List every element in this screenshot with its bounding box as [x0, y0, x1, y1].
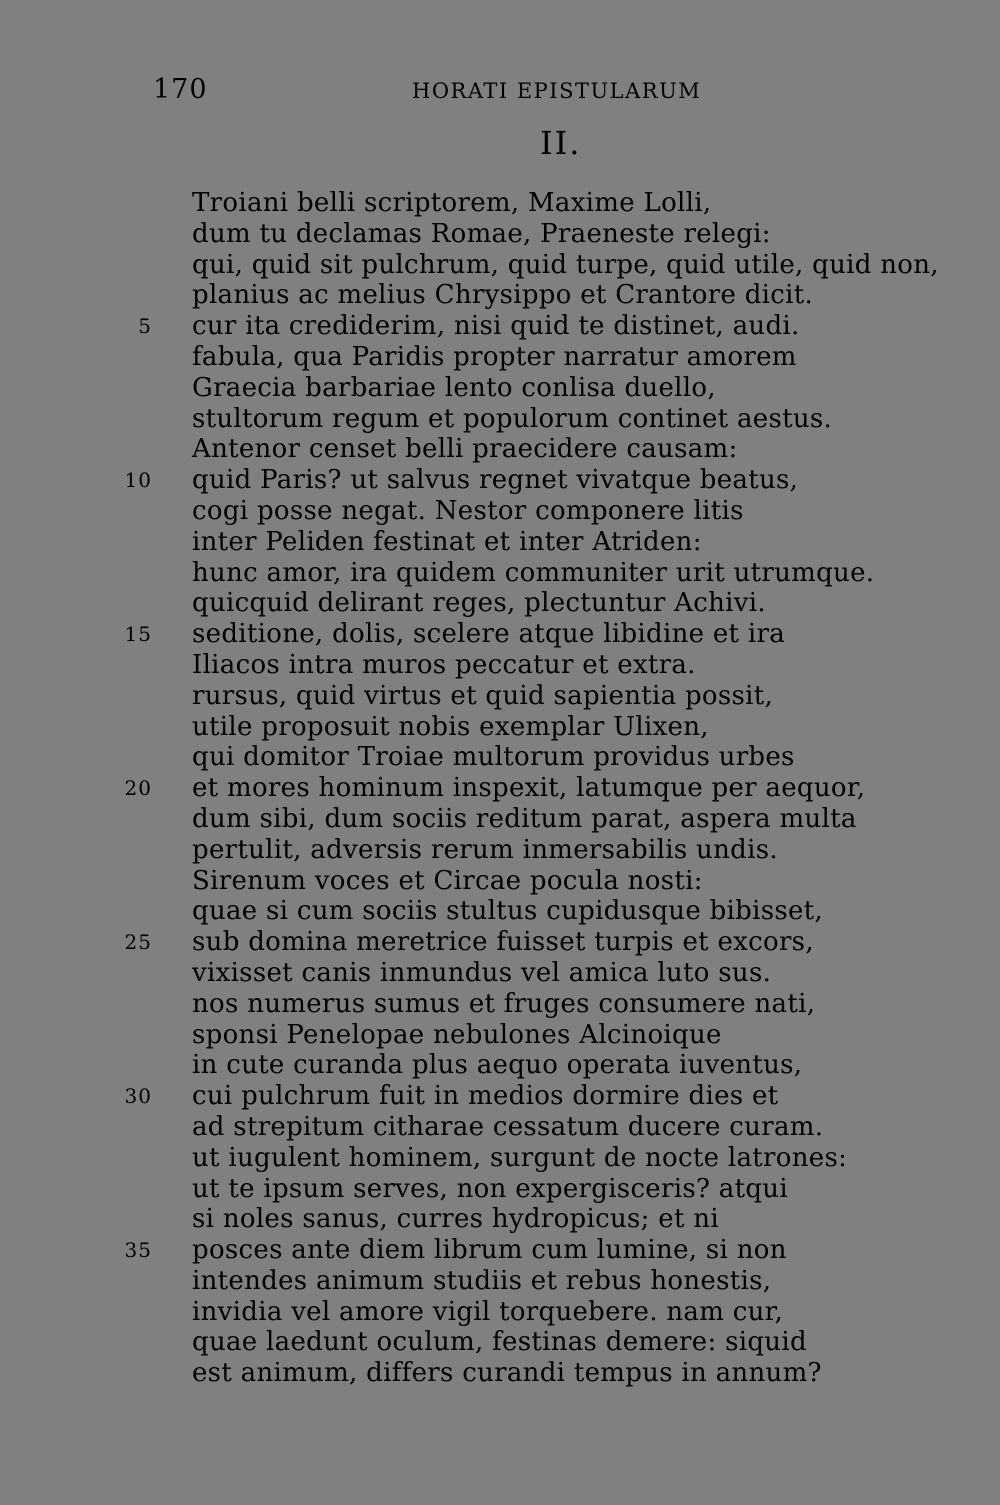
verse-text: pertulit, adversis rerum inmersabilis undis. [192, 834, 778, 865]
verse-line [0, 712, 1000, 743]
verse-text: Antenor censet belli praecidere causam: [192, 434, 738, 465]
verse-text: Graecia barbariae lento conlisa duello, [192, 372, 716, 403]
verse-line [0, 1358, 1000, 1389]
verse-line [0, 311, 1000, 342]
verse-line [0, 1050, 1000, 1081]
verse-line [0, 250, 1000, 281]
verse-text: si noles sanus, curres hydropicus; et ni [192, 1204, 719, 1235]
verse-text: quae laedunt oculum, festinas demere: siquid [192, 1327, 807, 1358]
verse-text: et mores hominum inspexit, latumque per aequor, [192, 773, 866, 804]
line-number: 20 [124, 776, 152, 801]
verse-text: Sirenum voces et Circae pocula nosti: [192, 865, 703, 896]
line-number: 30 [124, 1084, 152, 1109]
verse-text: vixisset canis inmundus vel amica luto sus. [192, 957, 772, 988]
verse-text: posces ante diem librum cum lumine, si non [192, 1235, 787, 1266]
verse-text: quicquid delirant reges, plectuntur Achivi. [192, 588, 766, 619]
verse-text: ut iugulent hominem, surgunt de nocte latrones: [192, 1142, 848, 1173]
verse-text: dum tu declamas Romae, Praeneste relegi: [192, 218, 771, 249]
poem-body [0, 188, 1000, 1389]
verse-text: inter Peliden festinat et inter Atriden: [192, 526, 702, 557]
verse-line [0, 650, 1000, 681]
verse-text: seditione, dolis, scelere atque libidine et ira [192, 619, 786, 650]
line-number: 25 [124, 930, 152, 955]
verse-text: Iliacos intra muros peccatur et extra. [192, 649, 696, 680]
verse-line [0, 527, 1000, 558]
verse-line [0, 1297, 1000, 1328]
verse-line [0, 1327, 1000, 1358]
verse-line [0, 219, 1000, 250]
verse-line [0, 588, 1000, 619]
verse-text: sponsi Penelopae nebulones Alcinoique [192, 1019, 722, 1050]
verse-text: cui pulchrum fuit in medios dormire dies et [192, 1081, 779, 1112]
verse-text: ad strepitum citharae cessatum ducere curam. [192, 1111, 824, 1142]
verse-line [0, 280, 1000, 311]
verse-line [0, 619, 1000, 650]
verse-text: qui, quid sit pulchrum, quid turpe, quid utile, quid non, [192, 249, 939, 280]
verse-text: nos numerus sumus et fruges consumere nati, [192, 988, 816, 1019]
verse-text: fabula, qua Paridis propter narratur amorem [192, 341, 797, 372]
line-number: 10 [124, 468, 152, 493]
verse-line [0, 927, 1000, 958]
verse-line [0, 989, 1000, 1020]
verse-line [0, 496, 1000, 527]
poem-number: II. [540, 124, 582, 162]
verse-line [0, 866, 1000, 897]
verse-text: ut te ipsum serves, non expergisceris? atqui [192, 1173, 788, 1204]
verse-line [0, 1112, 1000, 1143]
verse-text: Troiani belli scriptorem, Maxime Lolli, [192, 188, 712, 218]
verse-text: hunc amor, ira quidem communiter urit utrumque. [192, 557, 875, 588]
verse-line [0, 804, 1000, 835]
verse-text: invidia vel amore vigil torquebere. nam cur, [192, 1296, 784, 1327]
line-number: 5 [138, 314, 152, 339]
verse-text: intendes animum studiis et rebus honestis, [192, 1265, 772, 1296]
verse-line [0, 404, 1000, 435]
verse-text: dum sibi, dum sociis reditum parat, aspera multa [192, 803, 857, 834]
verse-line [0, 1266, 1000, 1297]
verse-text: cogi posse negat. Nestor componere litis [192, 495, 744, 526]
verse-line [0, 681, 1000, 712]
verse-line [0, 1020, 1000, 1051]
verse-line [0, 1081, 1000, 1112]
verse-text: qui domitor Troiae multorum providus urbes [192, 742, 795, 773]
line-number: 35 [124, 1238, 152, 1263]
verse-line [0, 1235, 1000, 1266]
verse-line [0, 1143, 1000, 1174]
verse-text: in cute curanda plus aequo operata iuventus, [192, 1050, 803, 1081]
verse-line [0, 1174, 1000, 1205]
verse-line [0, 434, 1000, 465]
verse-line [0, 558, 1000, 589]
verse-text: quae si cum sociis stultus cupidusque bibisset, [192, 896, 823, 927]
verse-line [0, 373, 1000, 404]
running-head: HORATI EPISTULARUM [412, 79, 702, 103]
verse-text: cur ita crediderim, nisi quid te distinet, audi. [192, 311, 800, 342]
verse-text: quid Paris? ut salvus regnet vivatque beatus, [192, 465, 799, 496]
verse-line [0, 465, 1000, 496]
verse-text: planius ac melius Chrysippo et Crantore dicit. [192, 280, 814, 311]
verse-line [0, 1204, 1000, 1235]
line-number: 15 [124, 622, 152, 647]
verse-text: rursus, quid virtus et quid sapientia possit, [192, 680, 774, 711]
verse-text: sub domina meretrice fuisset turpis et excors, [192, 927, 814, 958]
verse-line [0, 742, 1000, 773]
page-number: 170 [153, 74, 208, 105]
verse-text: stultorum regum et populorum continet aestus. [192, 403, 833, 434]
verse-line [0, 773, 1000, 804]
verse-line [0, 188, 1000, 219]
verse-line [0, 342, 1000, 373]
verse-line [0, 835, 1000, 866]
verse-line [0, 896, 1000, 927]
verse-text: utile proposuit nobis exemplar Ulixen, [192, 711, 709, 742]
verse-text: est animum, differs curandi tempus in annum? [192, 1358, 822, 1389]
verse-line [0, 958, 1000, 989]
